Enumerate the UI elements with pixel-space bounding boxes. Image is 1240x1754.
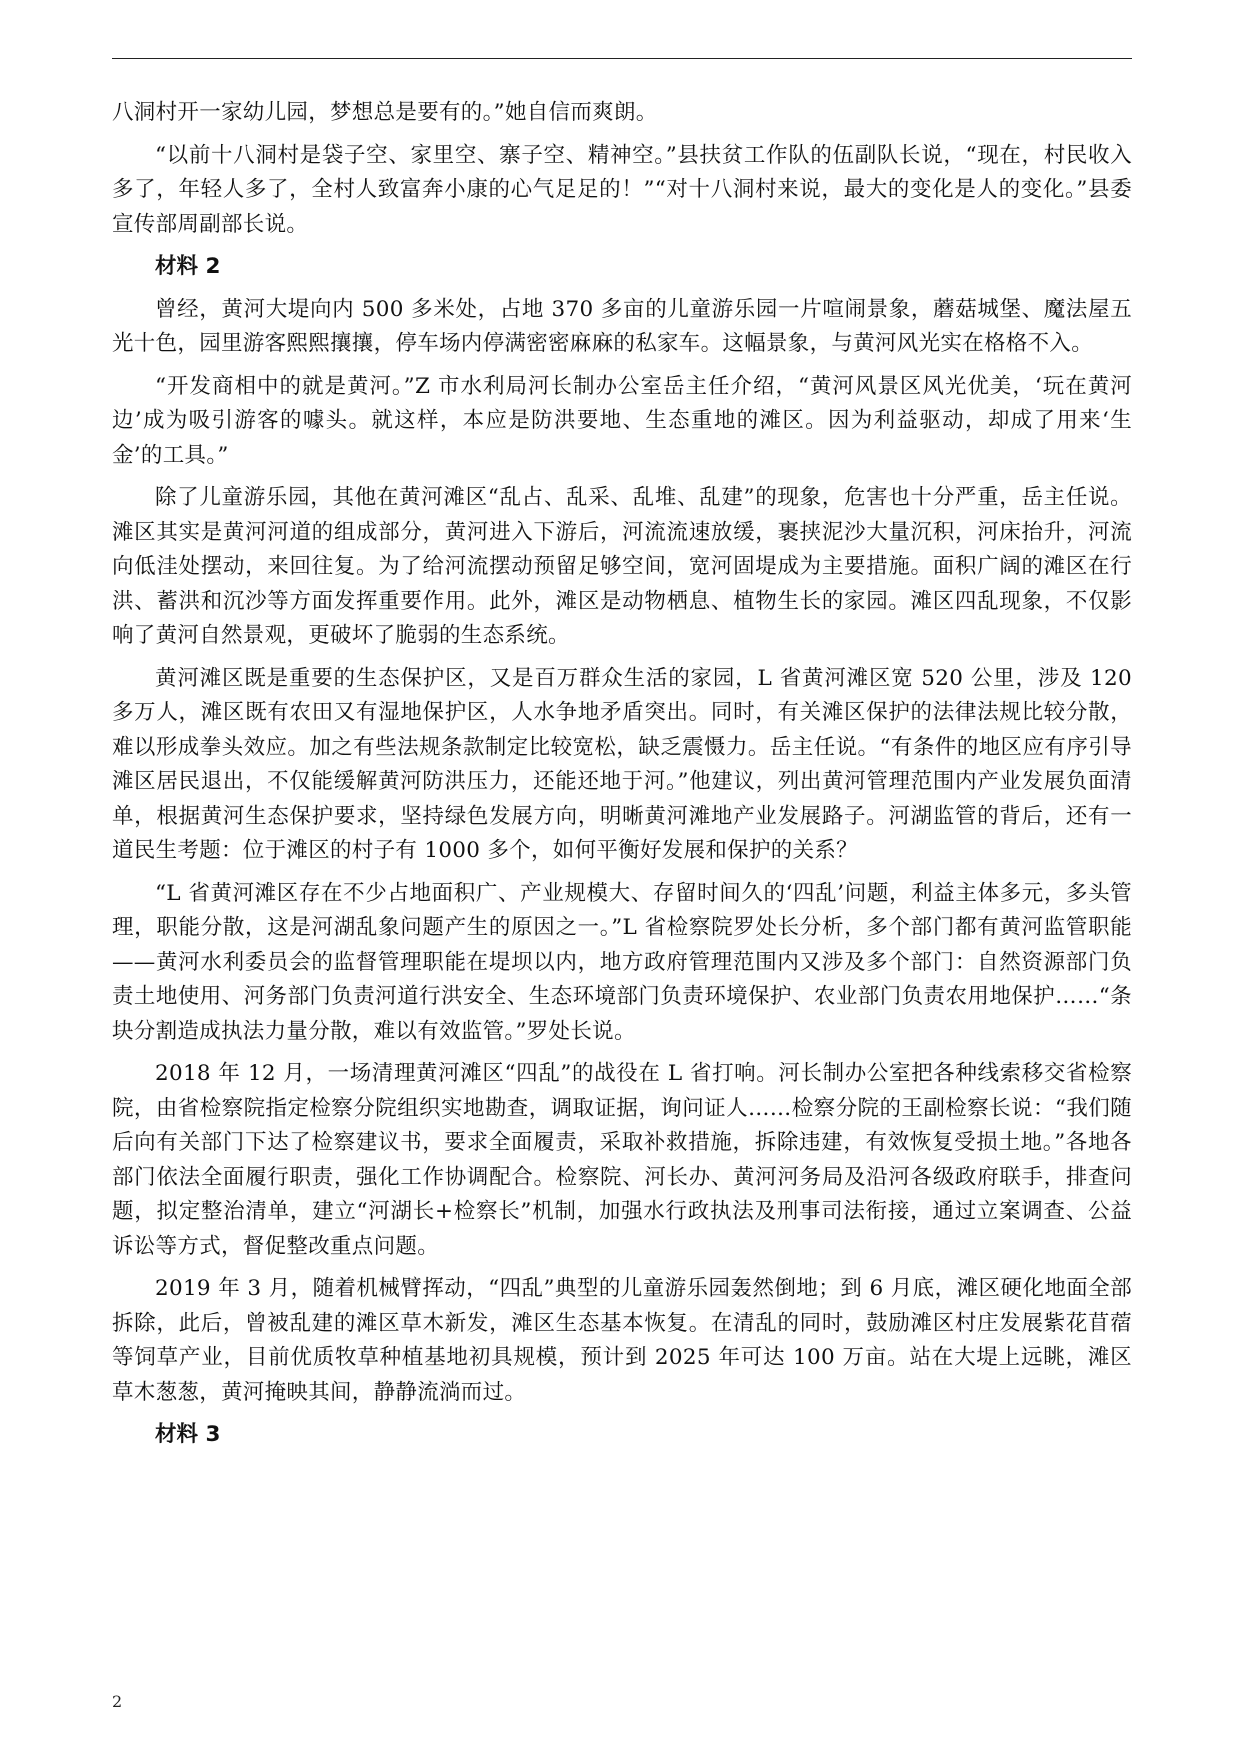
header-rule xyxy=(112,58,1132,59)
paragraph: 黄河滩区既是重要的生态保护区，又是百万群众生活的家园，L 省黄河滩区宽 520 公里，涉及 120 多万人，滩区既有农田又有湿地保护区，人水争地矛盾突出。同时，有关滩区保护的法律法规比较分散，难以形成拳头效应。加之有些法规条款制定比较宽松，缺乏震慑力。岳主任说。“有条件的地区应有序引导滩区居民退出，不仅能缓解黄河防洪压力，还能还地于河。”他建议，列出黄河管理范围内产业发展负面清单，根据黄河生态保护要求，坚持绿色发展方向，明晰黄河滩地产业发展路子。河湖监管的背后，还有一道民生考题：位于滩区的村子有 1000 多个，如何平衡好发展和保护的关系？ xyxy=(112,665,1132,863)
paragraph: “L 省黄河滩区存在不少占地面积广、产业规模大、存留时间久的‘四乱’问题，利益主体多元，多头管理，职能分散，这是河湖乱象问题产生的原因之一。”L 省检察院罗处长分析，多个部门都有黄河监管职能——黄河水利委员会的监督管理职能在堤坝以内，地方政府管理范围内又涉及多个部门：自然资源部门负责土地使用、河务部门负责河道行洪安全、生态环境部门负责环境保护、农业部门负责农用地保护……“条块分割造成执法力量分散，难以有效监管。”罗处长说。 xyxy=(112,880,1132,1044)
paragraph: 除了儿童游乐园，其他在黄河滩区“乱占、乱采、乱堆、乱建”的现象，危害也十分严重，岳主任说。滩区其实是黄河河道的组成部分，黄河进入下游后，河流流速放缓，裹挟泥沙大量沉积，河床抬升，河流向低洼处摆动，来回往复。为了给河流摆动预留足够空间，宽河固堤成为主要措施。面积广阔的滩区在行洪、蓄洪和沉沙等方面发挥重要作用。此外，滩区是动物栖息、植物生长的家园。滩区四乱现象，不仅影响了黄河自然景观，更破坏了脆弱的生态系统。 xyxy=(112,485,1132,648)
paragraph: “开发商相中的就是黄河。”Z 市水利局河长制办公室岳主任介绍，“黄河风景区风光优美，‘玩在黄河边’成为吸引游客的噱头。就这样，本应是防洪要地、生态重地的滩区。因为利益驱动，却成了用来‘生金’的工具。” xyxy=(112,373,1132,468)
paragraph: 2018 年 12 月，一场清理黄河滩区“四乱”的战役在 L 省打响。河长制办公室把各种线索移交省检察院，由省检察院指定检察分院组织实地勘查，调取证据，询问证人……检察分院的王副检察长说：“我们随后向有关部门下达了检察建议书，要求全面履责，采取补救措施，拆除违建，有效恢复受损土地。”各地各部门依法全面履行职责，强化工作协调配合。检察院、河长办、黄河河务局及沿河各级政府联手，排查问题，拟定整治清单，建立“河湖长+检察长”机制，加强水行政执法及刑事司法衔接，通过立案调查、公益诉讼等方式，督促整改重点问题。 xyxy=(112,1061,1132,1259)
page-number: 2 xyxy=(112,1692,123,1711)
paragraph: “以前十八洞村是袋子空、家里空、寨子空、精神空。”县扶贫工作队的伍副队长说，“现在，村民收入多了，年轻人多了，全村人致富奔小康的心气足足的！”“对十八洞村来说，最大的变化是人的变化。”县委宣传部周副部长说。 xyxy=(112,142,1132,237)
section-heading-material-3: 材料 3 xyxy=(155,1422,221,1447)
paragraph: 2019 年 3 月，随着机械臂挥动，“四乱”典型的儿童游乐园轰然倒地；到 6 月底，滩区硬化地面全部拆除，此后，曾被乱建的滩区草木新发，滩区生态基本恢复。在清乱的同时，鼓励滩区村庄发展紫花苜蓿等饲草产业，目前优质牧草种植基地初具规模，预计到 2025 年可达 100 万亩。站在大堤上远眺，滩区草木葱葱，黄河掩映其间，静静流淌而过。 xyxy=(112,1276,1132,1405)
paragraph: 曾经，黄河大堤向内 500 多米处，占地 370 多亩的儿童游乐园一片喧闹景象，蘑菇城堡、魔法屋五光十色，园里游客熙熙攘攘，停车场内停满密密麻麻的私家车。这幅景象，与黄河风光实在格格不入。 xyxy=(112,296,1132,356)
paragraph: 八洞村开一家幼儿园，梦想总是要有的。”她自信而爽朗。 xyxy=(112,100,658,125)
section-heading-material-2: 材料 2 xyxy=(155,254,221,279)
document-body xyxy=(112,96,1132,1461)
